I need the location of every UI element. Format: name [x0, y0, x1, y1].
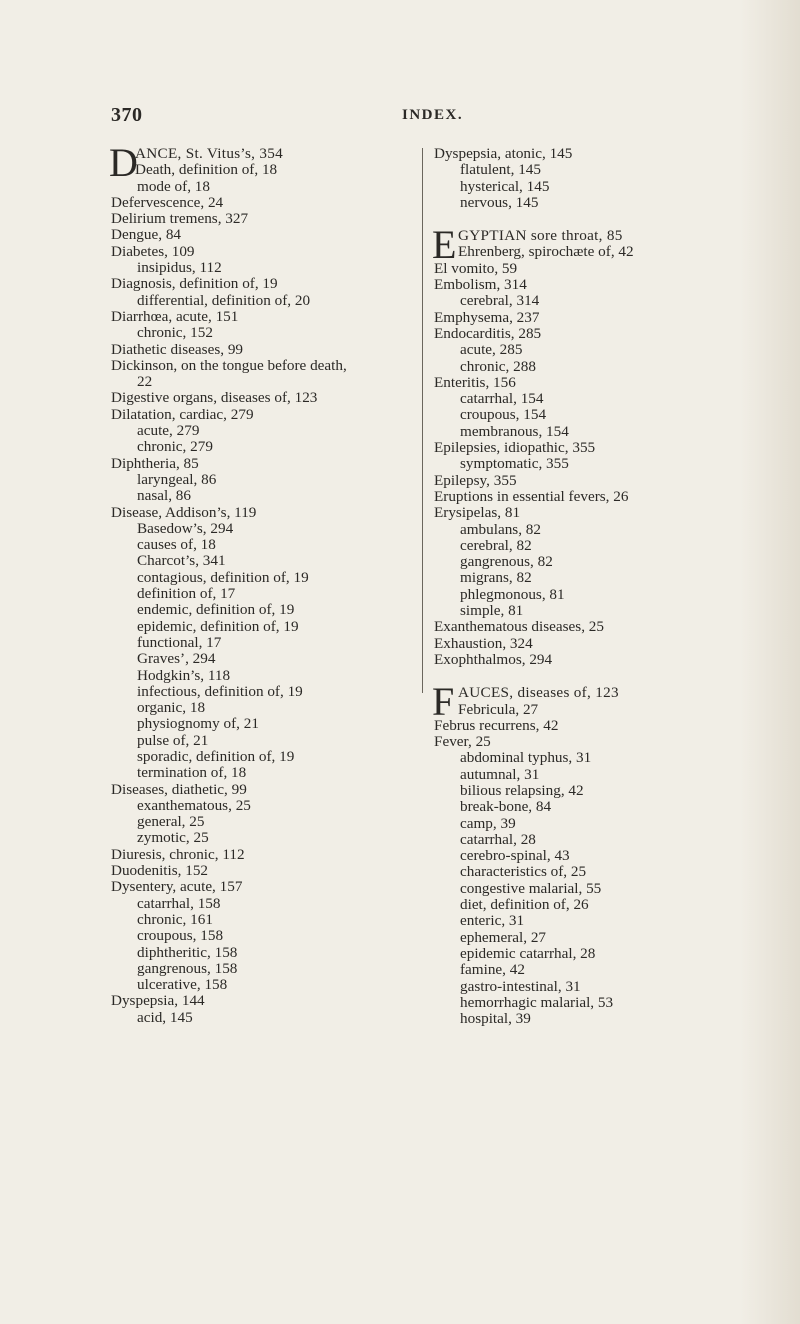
index-subentry: functional, 17: [137, 633, 222, 651]
index-subentry: mode of, 18: [137, 177, 210, 195]
index-subentry: chronic, 152: [137, 324, 213, 342]
index-subentry: laryngeal, 86: [137, 470, 217, 488]
index-subentry: endemic, definition of, 19: [137, 601, 295, 619]
index-entry: Dyspepsia, atonic, 145: [434, 145, 573, 162]
index-subentry: causes of, 18: [137, 536, 216, 554]
index-subentry: bilious relapsing, 42: [460, 781, 584, 799]
index-subentry: chronic, 279: [137, 438, 213, 456]
index-entry: Exhaustion, 324: [434, 634, 533, 652]
index-subentry: acid, 145: [137, 1008, 193, 1026]
index-entry: Dengue, 84: [111, 226, 182, 244]
index-subentry: gastro-intestinal, 31: [460, 977, 581, 995]
index-subentry: famine, 42: [460, 961, 525, 979]
index-entry: Februs recurrens, 42: [434, 716, 559, 734]
index-subentry: infectious, definition of, 19: [137, 682, 303, 700]
index-entry: El vomito, 59: [434, 259, 518, 277]
index-entry: Diphtheria, 85: [111, 454, 199, 472]
index-subentry: insipidus, 112: [137, 259, 222, 277]
index-entry: Erysipelas, 81: [434, 504, 521, 522]
index-subentry: organic, 18: [137, 699, 206, 717]
index-subentry: membranous, 154: [460, 422, 569, 440]
index-subentry: hemorrhagic malarial, 53: [460, 993, 614, 1011]
index-entry: ANCE, St. Vitus’s, 354: [135, 145, 284, 162]
index-entry: Duodenitis, 152: [111, 862, 209, 880]
index-entry: Diarrhœa, acute, 151: [111, 307, 239, 325]
index-subentry: chronic, 161: [137, 910, 213, 928]
index-subentry: nasal, 86: [137, 487, 191, 505]
column-divider: [422, 148, 423, 693]
dropcap-e: E: [432, 222, 457, 268]
index-subentry: flatulent, 145: [460, 161, 541, 179]
index-entry: Dyspepsia, 144: [111, 992, 205, 1010]
left-entry-list: [111, 179, 421, 1026]
right-top-entry-list: [434, 146, 724, 211]
page-edge-shading: [740, 0, 800, 1324]
index-subentry: epidemic, definition of, 19: [137, 617, 299, 635]
index-subentry: pulse of, 21: [137, 731, 209, 749]
index-entry: AUCES, diseases of, 123: [458, 684, 619, 702]
index-entry: Delirium tremens, 327: [111, 210, 249, 228]
index-entry: Diathetic diseases, 99: [111, 340, 244, 358]
index-subentry: 22: [137, 373, 153, 391]
index-subentry: sporadic, definition of, 19: [137, 747, 295, 765]
index-entry: Febricula, 27: [458, 700, 539, 718]
index-entry: Disease, Addison’s, 119: [111, 503, 257, 521]
dropcap-f: F: [432, 679, 455, 725]
index-entry: Dysentery, acute, 157: [111, 878, 243, 896]
index-subentry: hysterical, 145: [460, 177, 550, 195]
index-subentry: camp, 39: [460, 814, 516, 832]
index-entry: Epilepsy, 355: [434, 471, 517, 489]
index-entry: Emphysema, 237: [434, 308, 540, 326]
index-subentry: general, 25: [137, 813, 205, 831]
index-subentry: enteric, 31: [460, 912, 525, 930]
index-entry: GYPTIAN sore throat, 85: [458, 227, 623, 245]
index-subentry: cerebral, 82: [460, 536, 532, 554]
index-subentry: acute, 285: [460, 341, 523, 359]
index-subentry: gangrenous, 158: [137, 959, 238, 977]
index-subentry: congestive malarial, 55: [460, 879, 602, 897]
index-entry: Defervescence, 24: [111, 193, 224, 211]
index-subentry: hospital, 39: [460, 1010, 531, 1028]
index-entry: Exanthematous diseases, 25: [434, 618, 604, 636]
dropcap-d: D: [109, 140, 138, 185]
index-subentry: epidemic catarrhal, 28: [460, 944, 596, 962]
index-subentry: Charcot’s, 341: [137, 552, 226, 570]
section-d-lead: [109, 140, 421, 185]
index-entry: Ehrenberg, spirochæte of, 42: [458, 243, 634, 261]
index-entry: Diuresis, chronic, 112: [111, 845, 245, 863]
index-subentry: Basedow’s, 294: [137, 519, 234, 537]
index-entry: Diabetes, 109: [111, 242, 195, 260]
index-subentry: diphtheritic, 158: [137, 943, 238, 961]
index-subentry: phlegmonous, 81: [460, 585, 565, 603]
index-subentry: differential, definition of, 20: [137, 291, 311, 309]
left-column: [109, 140, 421, 1026]
index-subentry: migrans, 82: [460, 569, 532, 587]
index-subentry: physiognomy of, 21: [137, 715, 259, 733]
index-subentry: termination of, 18: [137, 764, 247, 782]
index-subentry: croupous, 158: [137, 927, 224, 945]
index-entry: Diagnosis, definition of, 19: [111, 275, 278, 293]
index-subentry: catarrhal, 158: [137, 894, 221, 912]
index-subentry: ambulans, 82: [460, 520, 541, 538]
index-entry: Digestive organs, diseases of, 123: [111, 389, 318, 407]
index-subentry: Graves’, 294: [137, 650, 216, 668]
index-subentry: break-bone, 84: [460, 798, 552, 816]
index-subentry: croupous, 154: [460, 406, 547, 424]
index-subentry: autumnal, 31: [460, 765, 540, 783]
index-subentry: nervous, 145: [460, 193, 539, 211]
right-column: [434, 146, 724, 1027]
section-f-entry-list: [434, 718, 724, 1028]
index-subentry: zymotic, 25: [137, 829, 209, 847]
index-subentry: symptomatic, 355: [460, 455, 569, 473]
index-entry: Embolism, 314: [434, 276, 527, 294]
page-header: [0, 104, 800, 130]
index-subentry: characteristics of, 25: [460, 863, 587, 881]
index-entry: Dilatation, cardiac, 279: [111, 405, 254, 423]
index-subentry: exanthematous, 25: [137, 796, 251, 814]
section-e-entry-list: [434, 261, 724, 668]
index-subentry: contagious, definition of, 19: [137, 568, 309, 586]
index-entry: Dickinson, on the tongue before death,: [111, 356, 347, 374]
index-subentry: definition of, 17: [137, 585, 236, 603]
index-entry: Death, definition of, 18: [135, 161, 278, 179]
index-subentry: chronic, 288: [460, 357, 536, 375]
index-subentry: Hodgkin’s, 118: [137, 666, 231, 684]
page-number: 370: [111, 104, 143, 126]
running-head: INDEX.: [402, 107, 464, 123]
index-subentry: diet, definition of, 26: [460, 896, 589, 914]
index-subentry: ulcerative, 158: [137, 976, 228, 994]
index-subentry: abdominal typhus, 31: [460, 749, 592, 767]
index-subentry: simple, 81: [460, 602, 524, 620]
index-subentry: ephemeral, 27: [460, 928, 547, 946]
index-subentry: acute, 279: [137, 422, 200, 440]
index-entry: Eruptions in essential fevers, 26: [434, 487, 629, 505]
index-entry: Exophthalmos, 294: [434, 650, 553, 668]
index-subentry: catarrhal, 28: [460, 830, 536, 848]
index-subentry: catarrhal, 154: [460, 390, 544, 408]
index-subentry: gangrenous, 82: [460, 553, 553, 571]
index-entry: Endocarditis, 285: [434, 324, 542, 342]
index-subentry: cerebral, 314: [460, 292, 540, 310]
index-entry: Epilepsies, idiopathic, 355: [434, 439, 596, 457]
index-entry: Diseases, diathetic, 99: [111, 780, 247, 798]
index-entry: Fever, 25: [434, 733, 491, 751]
index-subentry: cerebro-spinal, 43: [460, 847, 570, 865]
index-entry: Enteritis, 156: [434, 373, 516, 391]
